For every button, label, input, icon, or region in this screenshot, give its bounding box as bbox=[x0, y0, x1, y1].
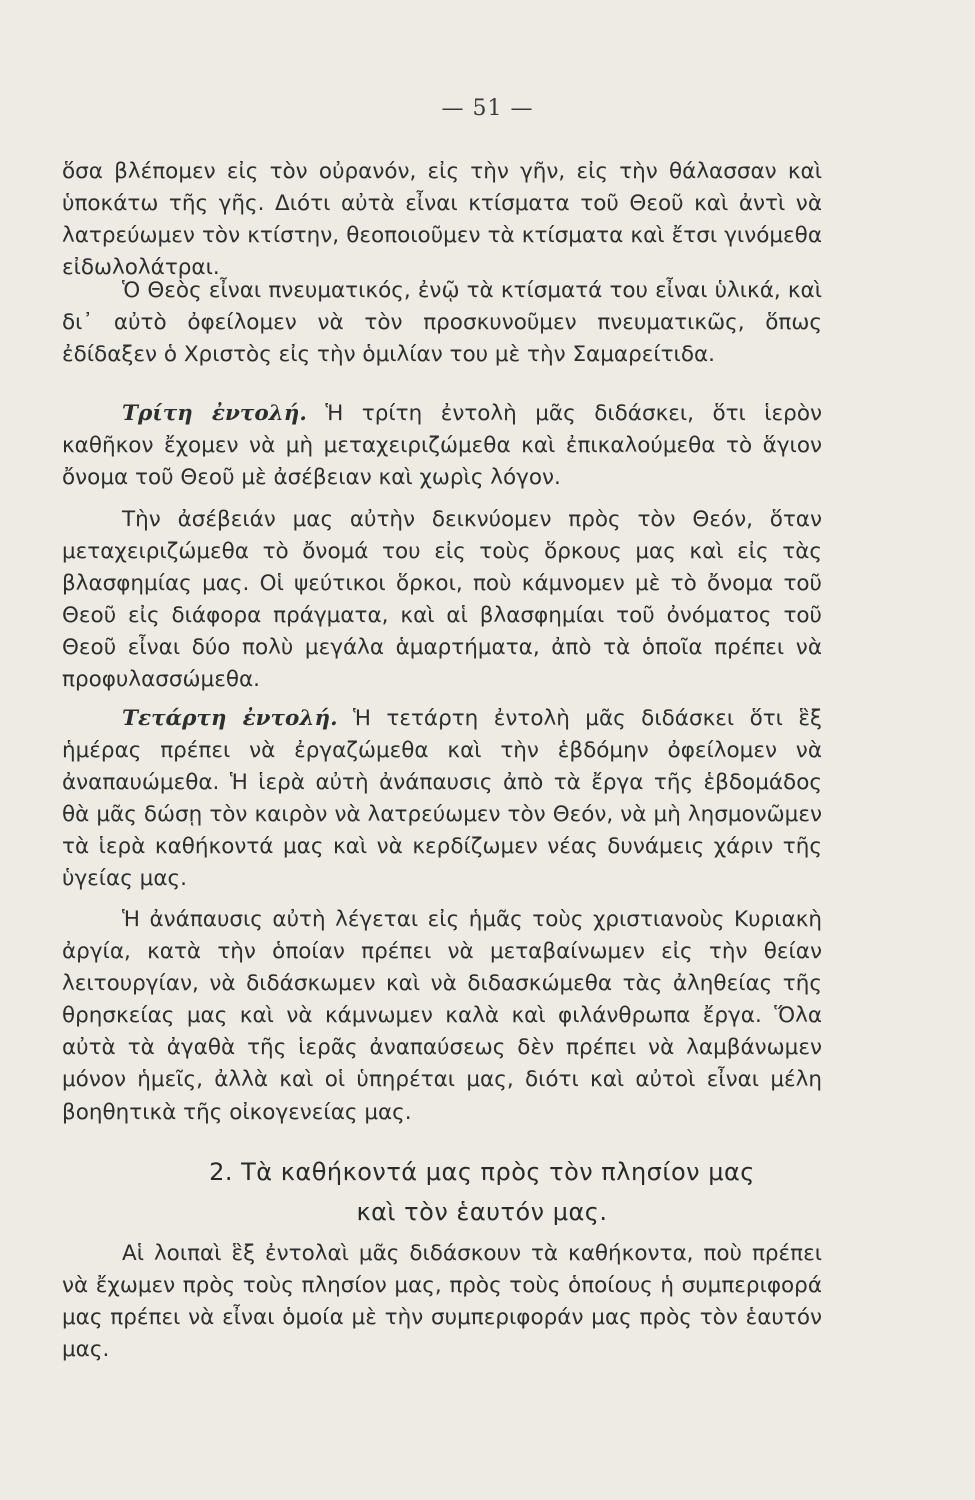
paragraph-text: Τὴν ἀσέβειάν μας αὐτὴν δεικνύομεν πρὸς τὸν Θεόν, ὅταν μεταχειριζώμεθα τὸ ὄνομά του εἰς τοὺς ὅρκους μας καὶ εἰς τὰς βλασφημίας μας. Οἱ ψεύτικοι ὅρκοι, ποὺ κάμνομεν μὲ τὸ ὄνομα τοῦ Θεοῦ εἰς διάφορα πράγματα, καὶ αἱ βλασφημίαι τοῦ ὀνόματος τοῦ Θεοῦ εἶναι δύο πολὺ μεγάλα ἁμαρτήματα, ἀπὸ τὰ ὁποῖα πρέπει νὰ προφυλασσώμεθα. bbox=[62, 507, 822, 693]
paragraph-text bbox=[62, 398, 822, 494]
paragraph-remaining-commandments bbox=[62, 1238, 822, 1366]
paragraph-text bbox=[62, 703, 822, 896]
paragraph-fourth-commandment bbox=[62, 703, 822, 896]
paragraph-sunday-rest bbox=[62, 904, 822, 1129]
section-heading-line-2: καὶ τὸν ἑαυτόν μας. bbox=[356, 1198, 608, 1226]
paragraph-body: Ἡ τετάρτη ἐντολὴ μᾶς διδάσκει ὅτι ἓξ ἡμέρας πρέπει νὰ ἐργαζώμεθα καὶ τὴν ἑβδόμην ὀφείλομεν νὰ ἀναπαυώμεθα. Ἡ ἱερὰ αὐτὴ ἀνάπαυσις ἀπὸ τὰ ἔργα τῆς ἑβδομάδος θὰ μᾶς δώσῃ τὸν καιρὸν νὰ λατρεύωμεν τὸν Θεόν, νὰ μὴ λησμονῶμεν τὰ ἱερὰ καθήκοντά μας καὶ νὰ κερδίζωμεν νέας δυνάμεις χάριν τῆς ὑγείας μας. bbox=[62, 706, 822, 892]
paragraph-body: Ἡ τρίτη ἐντολὴ μᾶς διδάσκει, ὅτι ἱερὸν καθῆκον ἔχομεν νὰ μὴ μεταχειριζώμεθα καὶ ἐπικαλούμεθα τὸ ἅγιον ὄνομα τοῦ Θεοῦ μὲ ἀσέβειαν καὶ χωρὶς λόγον. bbox=[62, 401, 822, 491]
run-in-heading: Τρίτη ἐντολή. bbox=[122, 401, 307, 426]
paragraph-text: Αἱ λοιπαὶ ἓξ ἐντολαὶ μᾶς διδάσκουν τὰ καθήκοντα, ποὺ πρέπει νὰ ἔχωμεν πρὸς τοὺς πλησίον μας, πρὸς τοὺς ὁποίους ἡ συμπεριφορά μας πρέπει νὰ εἶναι ὁμοία μὲ τὴν συμπεριφοράν μας πρὸς τὸν ἑαυτόν μας. bbox=[62, 1241, 822, 1363]
paragraph-continuation bbox=[62, 156, 822, 284]
section-heading-line-1: 2. Τὰ καθήκοντά μας πρὸς τὸν πλησίον μας bbox=[209, 1158, 755, 1186]
page-number: — 51 — bbox=[441, 96, 534, 121]
paragraph-text: Ἡ ἀνάπαυσις αὐτὴ λέγεται εἰς ἡμᾶς τοὺς χριστιανοὺς Κυριακὴ ἀργία, κατὰ τὴν ὁποίαν πρέπει νὰ μεταβαίνωμεν εἰς τὴν θείαν λειτουργίαν, νὰ διδάσκωμεν καὶ νὰ διδασκώμεθα τὰς ἀληθείας τῆς θρησκείας μας καὶ νὰ κάμνωμεν καλὰ καὶ φιλάνθρωπα ἔργα. Ὅλα αὐτὰ τὰ ἀγαθὰ τῆς ἱερᾶς ἀναπαύσεως δὲν πρέπει νὰ λαμβάνωμεν μόνον ἡμεῖς, ἀλλὰ καὶ οἱ ὑπηρέται μας, διότι καὶ αὐτοὶ εἶναι μέλη βοηθητικὰ τῆς οἰκογενείας μας. bbox=[62, 907, 822, 1125]
paragraph-god-spiritual bbox=[62, 275, 822, 371]
paragraph-text: Ὁ Θεὸς εἶναι πνευματικός, ἐνῷ τὰ κτίσματά του εἶναι ὑλικά, καὶ δι᾽ αὐτὸ ὀφείλομεν νὰ τὸν προσκυνοῦμεν πνευματικῶς, ὅπως ἐδίδαξεν ὁ Χριστὸς εἰς τὴν ὁμιλίαν του μὲ τὴν Σαμαρείτιδα. bbox=[62, 278, 822, 368]
section-heading bbox=[62, 1152, 902, 1232]
paragraph-impiety bbox=[62, 504, 822, 697]
paragraph-third-commandment bbox=[62, 398, 822, 494]
paragraph-text: ὅσα βλέπομεν εἰς τὸν οὐρανόν, εἰς τὴν γῆν, εἰς τὴν θάλασσαν καὶ ὑποκάτω τῆς γῆς. Διότι αὐτὰ εἶναι κτίσματα τοῦ Θεοῦ καὶ ἀντὶ νὰ λατρεύωμεν τὸν κτίστην, θεοποιοῦμεν τὰ κτίσματα καὶ ἔτσι γινόμεθα εἰδωλολάτραι. bbox=[62, 159, 822, 281]
run-in-heading: Τετάρτη ἐντολή. bbox=[122, 706, 338, 731]
